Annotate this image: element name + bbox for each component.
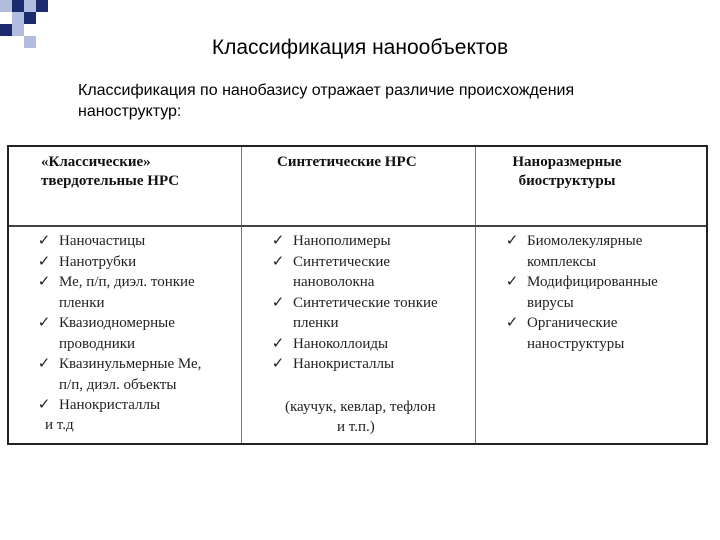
checkmark-icon: ✓ [271, 233, 285, 249]
checkmark-icon: ✓ [505, 315, 519, 331]
col3-list [503, 231, 708, 354]
list-item-label: Нанополимеры [293, 233, 391, 249]
list-item-label: Нанотрубки [59, 253, 137, 270]
list-item [269, 354, 474, 375]
list-item-label: Синтетические [293, 253, 391, 270]
list-item-label: Нанокристаллы [59, 397, 161, 413]
header-divider [9, 225, 706, 227]
list-item-label: Синтетические тонкие [293, 294, 438, 311]
deco-square-3 [24, 0, 36, 12]
list-item-label-cont: проводники [59, 335, 136, 352]
slide-subtitle: Классификация по нанобазису отражает различие происхождения наноструктур: [78, 82, 575, 120]
deco-square-5 [12, 12, 24, 24]
header-classic: «Классические» твердотельные НРС [41, 154, 180, 189]
checkmark-icon: ✓ [37, 315, 51, 331]
checkmark-icon: ✓ [271, 356, 285, 372]
list-item-label: Биомолекулярные [527, 233, 643, 249]
list-item-label: Наноколлоиды [293, 335, 389, 352]
col2-note-line2: и т.п.) [337, 419, 375, 435]
header-synthetic: Синтетические НРС [277, 154, 417, 170]
list-item-label: Нанокристаллы [293, 356, 395, 372]
list-item [503, 272, 708, 313]
deco-square-6 [24, 12, 36, 24]
deco-square-8 [12, 24, 24, 36]
deco-square-1 [0, 0, 12, 12]
col1-tail: и т.д [45, 417, 74, 433]
deco-square-4 [36, 0, 48, 12]
list-item [503, 313, 708, 354]
list-item-label-cont: пленки [59, 294, 105, 311]
list-item [503, 231, 708, 272]
list-item-label: Органические [527, 315, 618, 331]
list-item-label-cont: вирусы [527, 294, 574, 311]
deco-square-7 [0, 24, 12, 36]
checkmark-icon: ✓ [37, 253, 51, 270]
col2-list [269, 231, 474, 375]
checkmark-icon: ✓ [271, 335, 285, 352]
list-item [35, 231, 240, 252]
list-item-label-cont: наноструктуры [527, 335, 625, 352]
deco-square-2 [12, 0, 24, 12]
column-divider-1 [241, 147, 242, 443]
list-item [269, 252, 474, 293]
list-item-label: Ме, п/п, диэл. тонкие [59, 274, 195, 290]
list-item-label-cont: нановолокна [293, 274, 375, 290]
checkmark-icon: ✓ [505, 274, 519, 290]
list-item [35, 272, 240, 313]
list-item [35, 395, 240, 416]
checkmark-icon: ✓ [505, 233, 519, 249]
list-item [269, 231, 474, 252]
checkmark-icon: ✓ [37, 397, 51, 413]
list-item [269, 293, 474, 334]
checkmark-icon: ✓ [37, 356, 51, 372]
col2-note-line1: (каучук, кевлар, тефлон [285, 399, 436, 415]
list-item [269, 334, 474, 355]
list-item [35, 354, 240, 395]
checkmark-icon: ✓ [37, 233, 51, 249]
list-item-label-cont: пленки [293, 315, 339, 331]
list-item-label: Наночастицы [59, 233, 146, 249]
checkmark-icon: ✓ [37, 274, 51, 290]
classification-table [7, 145, 708, 445]
list-item-label: Квазинульмерные Ме, [59, 356, 202, 372]
col1-list [35, 231, 240, 416]
list-item-label-cont: п/п, диэл. объекты [59, 376, 177, 393]
slide-title: Классификация нанообъектов [211, 36, 509, 59]
list-item-label-cont: комплексы [527, 253, 597, 270]
list-item [35, 313, 240, 354]
checkmark-icon: ✓ [271, 294, 285, 311]
list-item [35, 252, 240, 273]
header-bio: Наноразмерные биоструктуры [512, 154, 622, 189]
list-item-label: Модифицированные [527, 274, 658, 290]
list-item-label: Квазиодномерные [59, 315, 175, 331]
checkmark-icon: ✓ [271, 253, 285, 270]
column-divider-2 [475, 147, 476, 443]
